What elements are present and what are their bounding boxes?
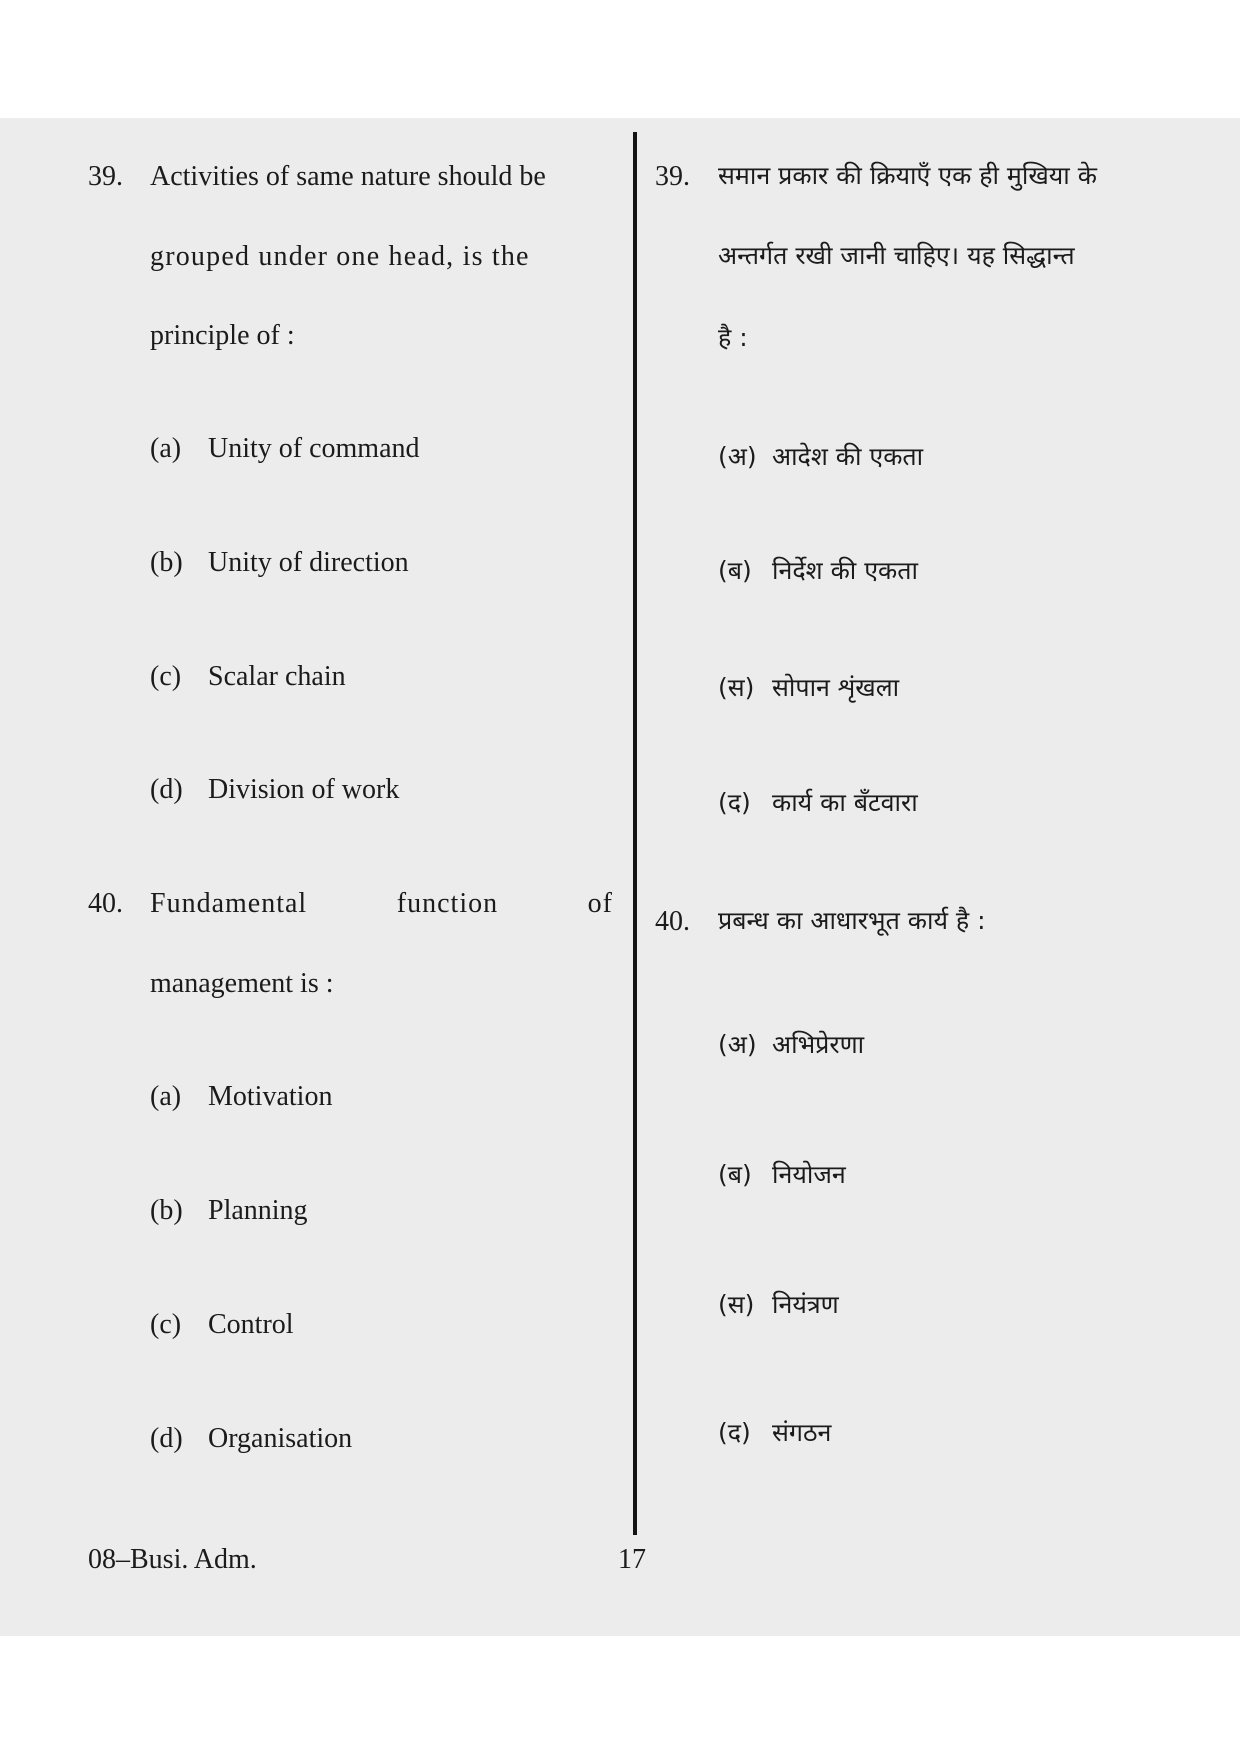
- hindi-q40-option-a-label: (अ): [718, 1030, 757, 1059]
- q39-text-line-1: Activities of same nature should be: [150, 161, 546, 192]
- hindi-q40-option-b-text: नियोजन: [772, 1160, 846, 1189]
- q39-option-b-text: Unity of direction: [208, 547, 409, 578]
- hindi-q39-number: 39.: [655, 161, 690, 192]
- hindi-q39-option-b-label: (ब): [718, 556, 752, 585]
- hindi-q40-text: प्रबन्ध का आधारभूत कार्य है :: [718, 906, 986, 935]
- q39-number: 39.: [88, 161, 123, 192]
- page-number: 17: [618, 1544, 646, 1575]
- hindi-q40-option-b-label: (ब): [718, 1160, 752, 1189]
- hindi-q39-option-b-text: निर्देश की एकता: [772, 556, 918, 585]
- hindi-q39-option-d-text: कार्य का बँटवारा: [772, 788, 918, 817]
- q40-option-a-text: Motivation: [208, 1081, 333, 1112]
- column-divider: [633, 132, 637, 1535]
- hindi-q39-text-line-1: समान प्रकार की क्रियाएँ एक ही मुखिया के: [718, 161, 1097, 190]
- q39-option-a-label: (a): [150, 433, 182, 464]
- q40-option-a-label: (a): [150, 1081, 182, 1112]
- q40-option-d-label: (d): [150, 1423, 183, 1454]
- hindi-q39-option-c-label: (स): [718, 673, 755, 702]
- hindi-q39-text-line-3: है :: [718, 323, 748, 352]
- q39-option-c-text: Scalar chain: [208, 661, 346, 692]
- q40-option-c-label: (c): [150, 1309, 182, 1340]
- q39-option-c-label: (c): [150, 661, 182, 692]
- hindi-q39-option-a-label: (अ): [718, 442, 757, 471]
- hindi-q39-option-c-text: सोपान शृंखला: [772, 673, 900, 702]
- q40-option-c-text: Control: [208, 1309, 294, 1340]
- hindi-q40-number: 40.: [655, 906, 690, 937]
- q39-option-d-text: Division of work: [208, 774, 400, 805]
- footer-code: 08–Busi. Adm.: [88, 1544, 257, 1575]
- hindi-q40-option-c-text: नियंत्रण: [772, 1290, 839, 1319]
- hindi-q39-text-line-2: अन्तर्गत रखी जानी चाहिए। यह सिद्धान्त: [718, 241, 1075, 270]
- q39-text-line-3: principle of :: [150, 320, 295, 351]
- q40-text-line-1: Fundamental function of: [150, 888, 613, 919]
- hindi-q39-option-d-label: (द): [718, 788, 751, 817]
- q39-text-line-2: grouped under one head, is the: [150, 241, 530, 272]
- q40-option-b-text: Planning: [208, 1195, 308, 1226]
- hindi-q39-option-a-text: आदेश की एकता: [772, 442, 924, 471]
- q40-text-line-2: management is :: [150, 968, 334, 999]
- q40-option-d-text: Organisation: [208, 1423, 353, 1454]
- hindi-q40-option-a-text: अभिप्रेरणा: [772, 1030, 865, 1059]
- hindi-q40-option-c-label: (स): [718, 1290, 755, 1319]
- hindi-q40-option-d-label: (द): [718, 1418, 751, 1447]
- hindi-q40-option-d-text: संगठन: [772, 1418, 832, 1447]
- q40-option-b-label: (b): [150, 1195, 183, 1226]
- q39-option-b-label: (b): [150, 547, 183, 578]
- q39-option-a-text: Unity of command: [208, 433, 420, 464]
- q39-option-d-label: (d): [150, 774, 183, 805]
- q40-number: 40.: [88, 888, 123, 919]
